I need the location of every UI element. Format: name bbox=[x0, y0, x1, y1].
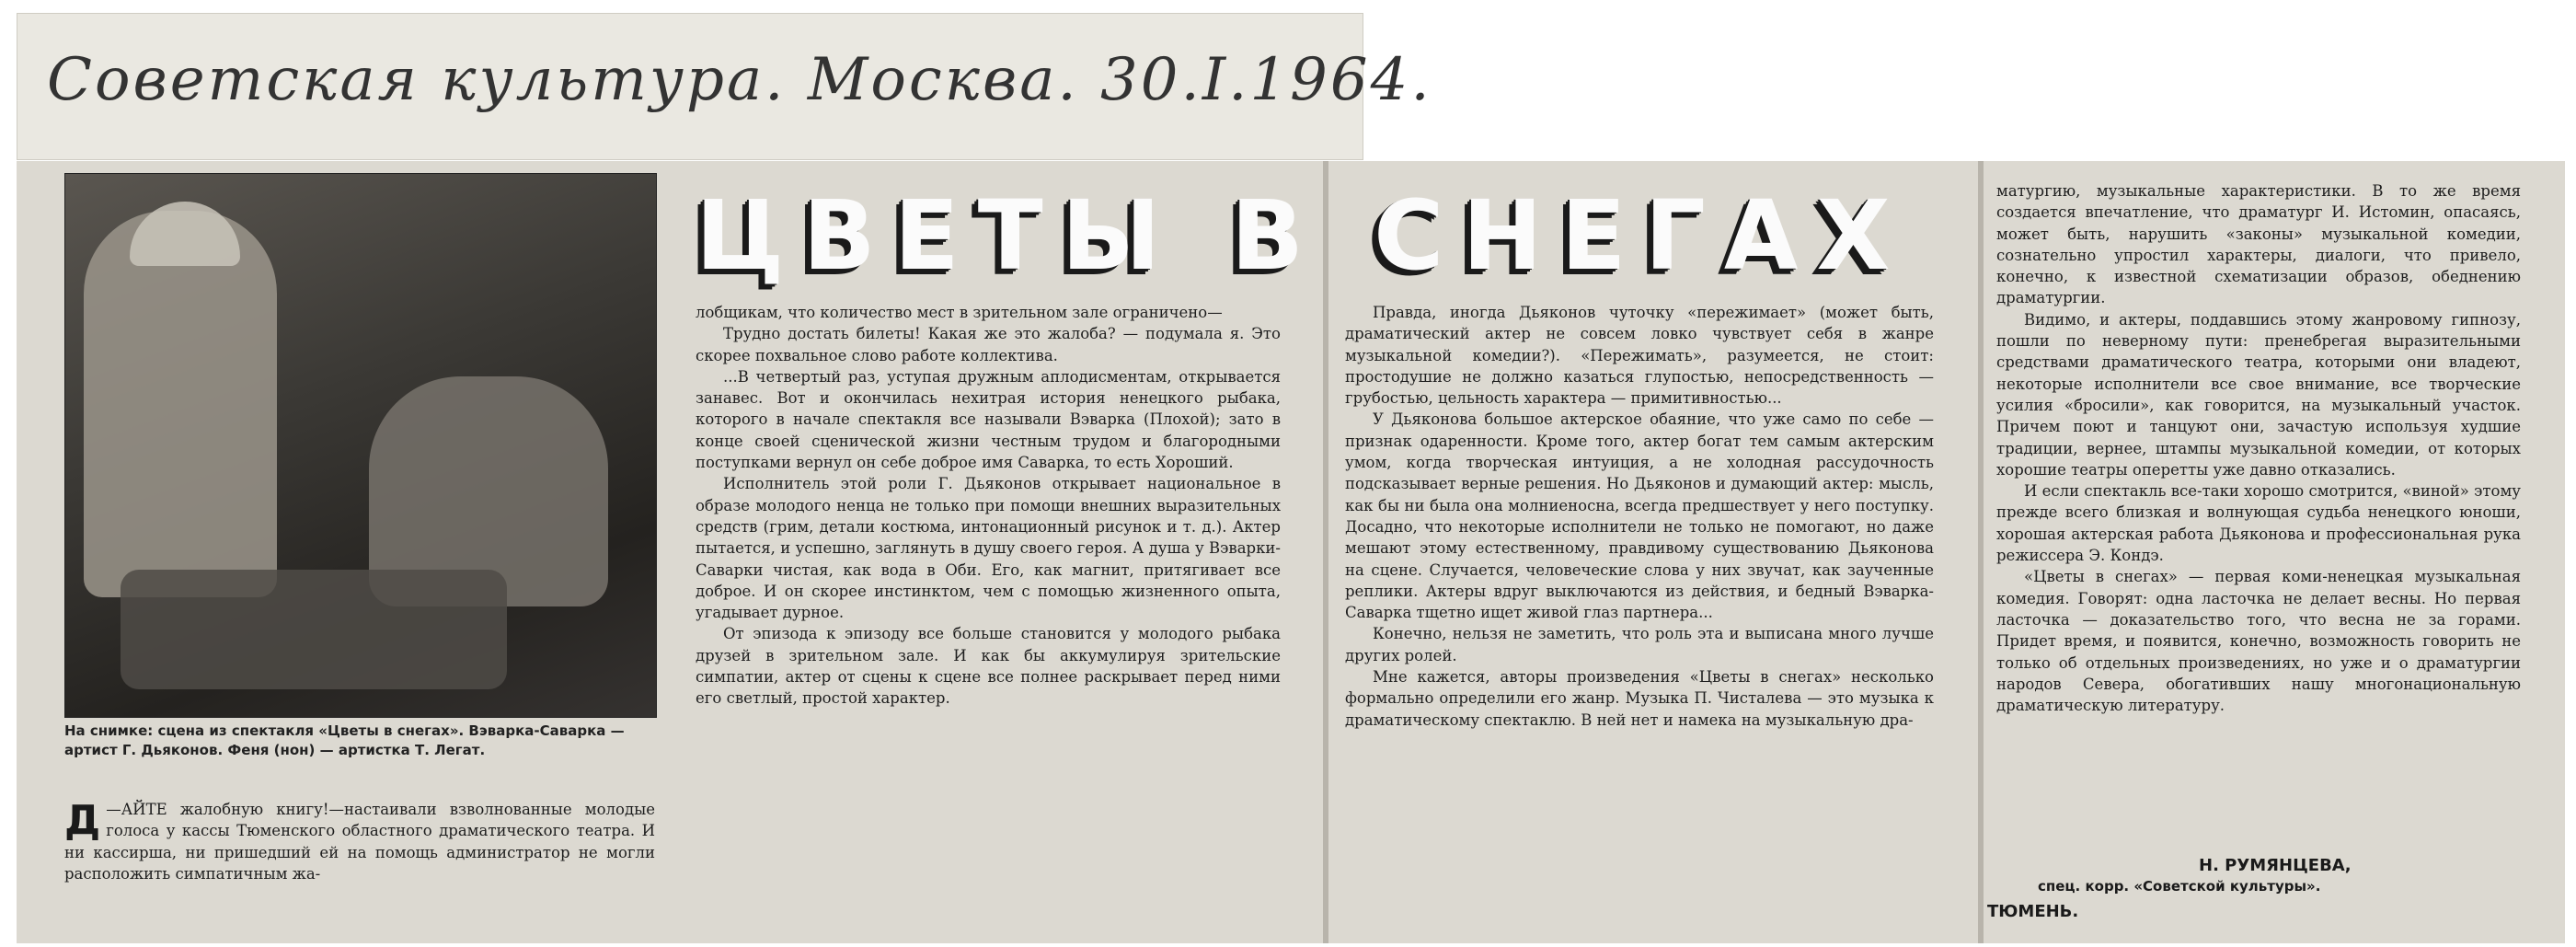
dateline-city: ТЮМЕНЬ. bbox=[1987, 902, 2079, 921]
paragraph: У Дьяконова большое актерское обаяние, что уже само по себе — признак одаренности. Кроме того, актер богат тем самым актерским умом, когда творческая интуиция, а не холодная рассудочность подсказывает верные решения. Но Дьяконов и думающий актер: мысль, как бы ни была она молниеносна, всегда предшествует у него поступку. Досадно, что некоторые исполнители не только не помогают, но даже мешают этому естественному, правдивому существованию Дьяконова на сцене. Случается, человеческие слова у них звучат, как заученные реплики. Актеры вдруг выключаются из действия, и бедный Вэварка-Саварка тщетно ищет живой глаз партнера... bbox=[1345, 410, 1934, 622]
paragraph: —АЙТЕ жалобную книгу!—настаивали взволнованные молодые голоса у кассы Тюменского областного драматического театра. И ни кассирша, ни пришедший ей на помощь администратор не могли расположить симпатичным жа- bbox=[64, 801, 655, 883]
paragraph: Исполнитель этой роли Г. Дьяконов открывает национальное в образе молодого ненца не только при помощи внешних выразительных средств (грим, детали костюма, интонационный рисунок и т. д.). Актер пытается, и успешно, заглянуть в душу своего героя. А душа у Вэварки-Саварки чистая, как вода в Оби. Его, как магнит, притягивает все доброе. И он скорее инстинктом, чем с помощью жизненного опыта, угадывает дурное. bbox=[696, 475, 1281, 622]
photo-caption: На снимке: сцена из спектакля «Цветы в снегах». Вэварка-Саварка — артист Г. Дьяконов. Феня (нон) — артистка Т. Легат. bbox=[64, 722, 625, 758]
drop-cap: Д bbox=[64, 797, 101, 844]
article-column-4 bbox=[1996, 180, 2521, 716]
article-column-2 bbox=[696, 302, 1281, 710]
article-column-3 bbox=[1345, 302, 1934, 731]
article-column-1 bbox=[64, 799, 655, 884]
paragraph: Конечно, нельзя не заметить, что роль эта и выписана много лучше других ролей. bbox=[1345, 625, 1934, 664]
paragraph: От эпизода к эпизоду все больше становится у молодого рыбака друзей в зрительном зале. И как бы аккумулируя зрительские симпатии, актер от сцены к сцене все полнее раскрывает перед ними его светлый, простой характер. bbox=[696, 625, 1281, 708]
author-position: спец. корр. «Советской культуры». bbox=[2038, 878, 2321, 895]
scene-photo bbox=[64, 173, 657, 718]
paragraph: «Цветы в снегах» — первая коми-ненецкая музыкальная комедия. Говорят: одна ласточка не делает весны. Но первая ласточка — доказательство того, что весна не за горами. Придет время, и появится, конечно, возможность говорить не только об отдельных произведениях, но уже и о драматургии народов Севера, обогативших нашу многонациональную драматическую литературу. bbox=[1996, 568, 2521, 715]
paragraph: Мне кажется, авторы произведения «Цветы в снегах» несколько формально определили его жанр. Музыка П. Чисталева — это музыка к драматическому спектаклю. В ней нет и намека на музыкальную дра- bbox=[1345, 668, 1934, 729]
author-name: Н. РУМЯНЦЕВА, bbox=[2199, 856, 2352, 875]
paragraph: И если спектакль все-таки хорошо смотрится, «виной» этому прежде всего близкая и волнующая судьба ненецкого юноши, хорошая актерская работа Дьяконова и профессиональная рука режиссера Э. Кондэ. bbox=[1996, 482, 2521, 565]
handwritten-note: Советская культура. Москва. 30.I.1964. bbox=[47, 46, 1432, 114]
paragraph: Правда, иногда Дьяконов чуточку «пережимает» (может быть, драматический актер не совсем ловко чувствует себя в жанре музыкальной комедии?). «Пережимать», разумеется, не стоит: простодушие не должно казаться глупостью, непосредственность — грубостью, цельность характера — примитивностью... bbox=[1345, 304, 1934, 408]
paragraph: лобщикам, что количество мест в зрительном зале ограничено— bbox=[696, 304, 1223, 321]
paragraph: Трудно достать билеты! Какая же это жалоба? — подумала я. Это скорее похвальное слово работе коллектива. bbox=[696, 325, 1281, 364]
paragraph: ...В четвертый раз, уступая дружным аплодисментам, открывается занавес. Вот и окончилась нехитрая история ненецкого рыбака, которого в начале спектакля все называли Вэварка (Плохой); зато в конце своей сценической жизни честным трудом и благородными поступками вернул он себе доброе имя Саварка, то есть Хороший. bbox=[696, 367, 1281, 472]
paragraph: Видимо, и актеры, поддавшись этому жанровому гипнозу, пошли по неверному пути: пренебрегая выразительными средствами драматического театра, которыми они владеют, некоторые исполнители все свое внимание, все творческие усилия «бросили», как говорится, на музыкальный участок. Причем поют и танцуют они, зачастую используя худшие традиции, вернее, штампы музыкальной комедии, от которых хорошие театры оперетты уже давно отказались. bbox=[1996, 310, 2521, 479]
handwritten-note-strip bbox=[17, 13, 1432, 160]
article-headline: ЦВЕТЫ В СНЕГАХ bbox=[696, 179, 1909, 292]
paragraph: матургию, музыкальные характеристики. В то же время создается впечатление, что драматург И. Истомин, опасаясь, может быть, нарушить «законы» музыкальной комедии, сознательно упростил характеры, диалоги, что привело, конечно, к известной схематизации образов, обеднению драматургии. bbox=[1996, 182, 2521, 307]
